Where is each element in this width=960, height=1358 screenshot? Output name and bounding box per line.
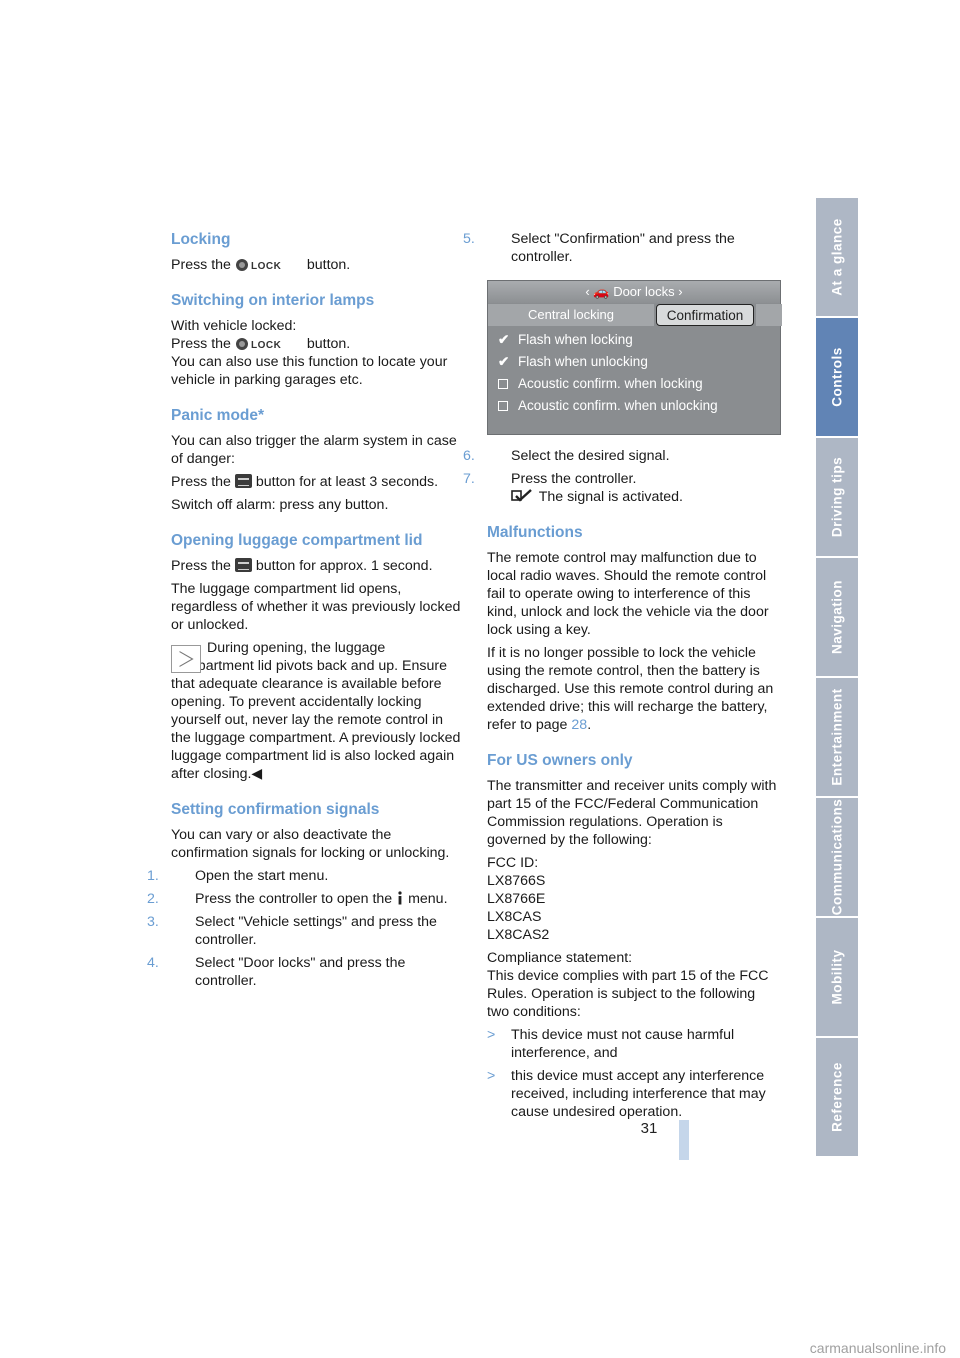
luggage-press: Press the button for approx. 1 second.: [171, 558, 433, 574]
condition-bullet: > this device must accept any interference received, including interference that may cause undesired operation.: [487, 1068, 766, 1120]
luggage-note-text: During opening, the luggage compartment lid pivots back and up. Ensure that adequate clearance is available before opening. To prevent accidentally locking yourself out, never lay the remote control in the luggage compartment. A previously locked luggage compartment lid is also locked again after closing.◀: [171, 640, 461, 782]
tab-controls[interactable]: Controls: [816, 318, 858, 438]
watermark: carmanualsonline.info: [809, 1340, 946, 1356]
panic-off: Switch off alarm: press any button.: [171, 497, 389, 513]
step-5: 5. Select "Confirmation" and press the controller.: [463, 231, 735, 265]
info-icon: [396, 891, 404, 905]
checked-icon: ✔: [498, 354, 510, 369]
luggage-heading: Opening luggage compartment lid: [171, 532, 423, 549]
option-flash-unlocking[interactable]: ✔ Flash when unlocking: [488, 351, 780, 372]
malfunctions-p2: If it is no longer possible to lock the vehicle using the remote control, then the battery is discharged. Use this remote control during an extended drive; this will recharge the battery, refer to page 28.: [487, 645, 774, 733]
tab-communications[interactable]: Communications: [816, 798, 858, 918]
right-column: [463, 230, 781, 1126]
panic-heading: Panic mode*: [171, 407, 265, 424]
panic-intro: You can also trigger the alarm system in case of danger:: [171, 433, 457, 467]
step-4: 4. Select "Door locks" and press the controller.: [147, 955, 406, 989]
bullet-marker: >: [487, 1027, 496, 1043]
tab-entertainment[interactable]: Entertainment: [816, 678, 858, 798]
tab-at-a-glance[interactable]: At a glance: [816, 198, 858, 318]
fcc-id: LX8CAS: [487, 909, 542, 925]
check-mark-icon: [511, 489, 535, 503]
checked-icon: ✔: [498, 332, 510, 347]
fcc-id: LX8766E: [487, 891, 546, 907]
tab-confirmation[interactable]: Confirmation: [656, 304, 754, 326]
panic-button-icon: [235, 474, 252, 488]
locking-text: Press the LOCK button.: [171, 257, 351, 273]
tab-driving-tips[interactable]: Driving tips: [816, 438, 858, 558]
us-owners-heading: For US owners only: [487, 752, 633, 769]
malfunctions-p1: The remote control may malfunction due to local radio waves. Should the remote control fail to operate owing to interference of this kind, unlock and lock the vehicle via the door lock using a key.: [487, 550, 769, 638]
tab-mobility[interactable]: Mobility: [816, 918, 858, 1038]
left-column: [147, 230, 465, 995]
locking-heading: Locking: [171, 231, 231, 248]
interior-heading: Switching on interior lamps: [171, 292, 375, 309]
option-flash-locking[interactable]: ✔ Flash when locking: [488, 329, 780, 350]
page-link[interactable]: 28: [571, 717, 588, 733]
option-acoustic-locking[interactable]: Acoustic confirm. when locking: [488, 373, 780, 394]
luggage-note: [171, 639, 465, 783]
confirm-heading: Setting confirmation signals: [171, 801, 380, 818]
panic-press: Press the button for at least 3 seconds.: [171, 474, 439, 490]
compliance-block: Compliance statement: This device complies with part 15 of the FCC Rules. Operation is subject to the following two conditions:: [487, 950, 769, 1020]
car-icon: 🚗: [593, 284, 614, 299]
confirm-intro: You can vary or also deactivate the confirmation signals for locking or unlocking.: [171, 827, 450, 861]
condition-bullet: > This device must not cause harmful interference, and: [487, 1027, 735, 1061]
step-2: 2. Press the controller to open the menu.: [147, 891, 448, 907]
svg-text:LOCK: LOCK: [250, 261, 282, 272]
interior-text: With vehicle locked: Press the LOCK button. You can also use this function to locate your vehicle in parking garages etc.: [171, 318, 448, 388]
checkbox-icon: [498, 379, 508, 389]
step-7-sub: The signal is activated.: [487, 488, 781, 506]
option-acoustic-unlocking[interactable]: Acoustic confirm. when unlocking: [488, 395, 780, 416]
screen-title: ‹ 🚗 Door locks ›: [488, 281, 780, 303]
svg-text:LOCK: LOCK: [250, 340, 282, 351]
tab-central-locking[interactable]: Central locking: [488, 304, 654, 326]
nav-right-arrow-icon: ›: [674, 284, 683, 299]
fcc-block: FCC ID: LX8766S LX8766E LX8CAS LX8CAS2: [487, 855, 550, 943]
page-number: 31: [640, 1120, 658, 1137]
malfunctions-heading: Malfunctions: [487, 524, 583, 541]
tab-navigation[interactable]: Navigation: [816, 558, 858, 678]
door-locks-screen: [487, 280, 781, 435]
fcc-id: LX8766S: [487, 873, 546, 889]
tab-spacer: [756, 304, 782, 326]
step-6: 6. Select the desired signal.: [463, 448, 670, 464]
note-arrow-icon: [171, 645, 201, 673]
step-3: 3. Select "Vehicle settings" and press the controller.: [147, 914, 437, 948]
step-1: 1. Open the start menu.: [147, 868, 329, 884]
page-marker-bar: [679, 1120, 689, 1160]
us-p1: The transmitter and receiver units comply with part 15 of the FCC/Federal Communication Commission regulations. Operation is governed by the following:: [487, 778, 777, 848]
step-7: 7. Press the controller.: [463, 471, 637, 487]
trunk-button-icon: [235, 558, 252, 572]
remote-lock-button-icon: [235, 258, 303, 272]
bullet-marker: >: [487, 1068, 496, 1084]
tab-reference[interactable]: Reference: [816, 1038, 858, 1158]
fcc-id: LX8CAS2: [487, 927, 550, 943]
chapter-sidebar: [816, 198, 858, 1158]
remote-lock-button-icon: [235, 337, 303, 351]
luggage-text: The luggage compartment lid opens, regardless of whether it was previously locked or unlocked.: [171, 581, 461, 633]
checkbox-icon: [498, 401, 508, 411]
screen-tabs: [488, 304, 780, 326]
nav-left-arrow-icon: ‹: [585, 284, 594, 299]
